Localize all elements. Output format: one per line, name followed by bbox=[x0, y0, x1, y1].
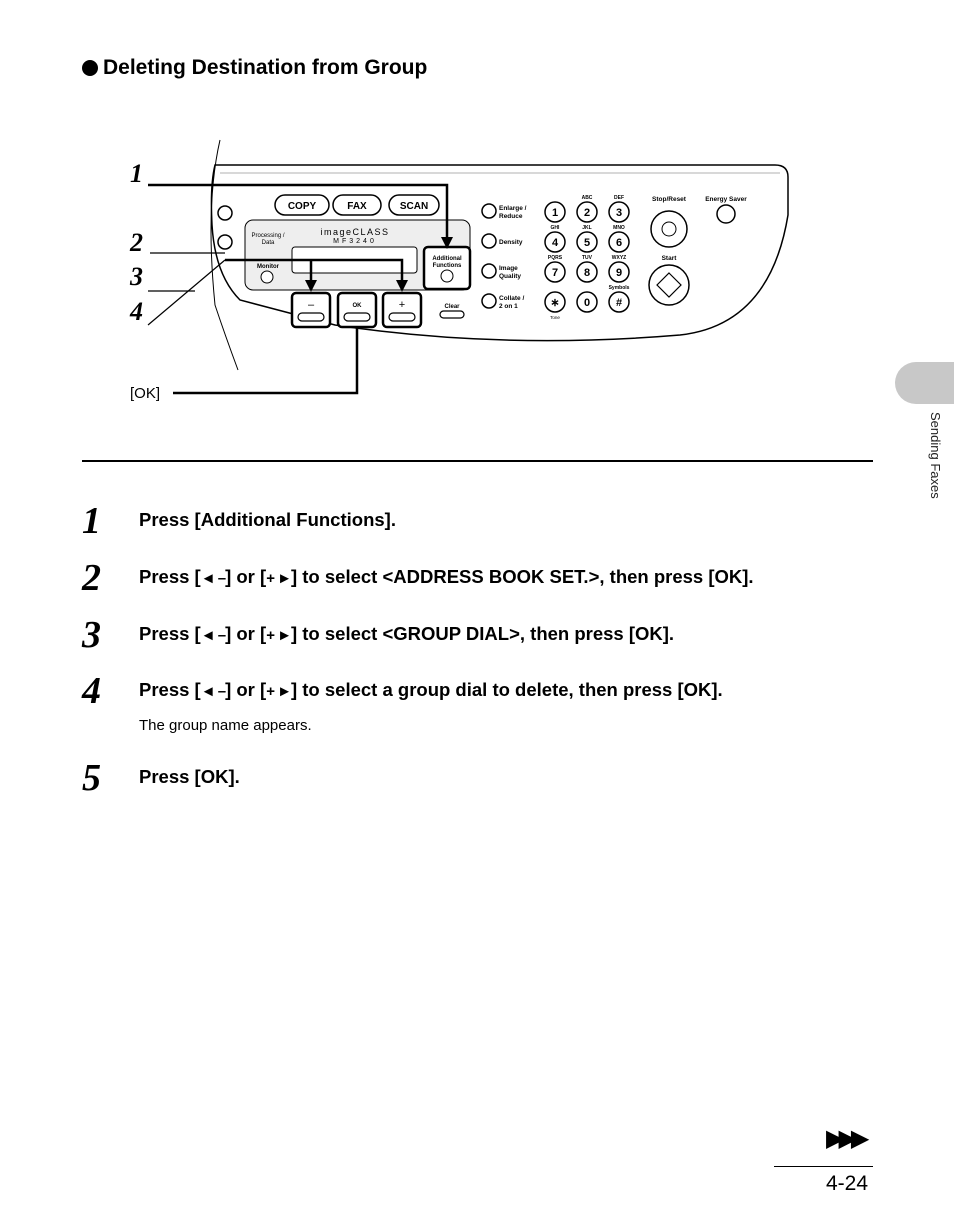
keypad-letters: DEF bbox=[614, 195, 624, 201]
minus-key-icon: ◄ – bbox=[200, 683, 226, 700]
keypad-digit: 9 bbox=[615, 267, 623, 279]
model-label: MF3240 bbox=[333, 238, 377, 245]
svg-text:Functions: Functions bbox=[432, 263, 462, 269]
scan-label: SCAN bbox=[399, 201, 429, 212]
callout-3: 3 bbox=[130, 262, 143, 291]
chapter-tab bbox=[895, 362, 954, 404]
page-number: 4-24 bbox=[826, 1172, 869, 1195]
callout-4: 4 bbox=[130, 297, 143, 326]
keypad-letters: PQRS bbox=[547, 255, 563, 261]
keypad-digit: 4 bbox=[551, 237, 559, 249]
fax-label: FAX bbox=[347, 201, 367, 212]
minus-key-icon: ◄ – bbox=[200, 570, 226, 587]
svg-text:Image: Image bbox=[499, 265, 518, 272]
svg-text:Data: Data bbox=[261, 240, 275, 246]
keypad-digit: 2 bbox=[583, 207, 591, 219]
svg-text:Reduce: Reduce bbox=[499, 213, 523, 220]
keypad-digit: 5 bbox=[583, 237, 591, 249]
control-panel-diagram bbox=[120, 125, 840, 410]
keypad-letters: WXYZ bbox=[611, 255, 627, 261]
plus-key-icon: + ► bbox=[266, 627, 291, 644]
brand-label: imageCLASS bbox=[320, 227, 390, 237]
plus-key-icon: + ► bbox=[266, 570, 291, 587]
keypad-letters: GHI bbox=[550, 225, 560, 231]
svg-text:–: – bbox=[307, 299, 315, 311]
keypad-digit: ∗ bbox=[550, 297, 560, 309]
minus-key-icon: ◄ – bbox=[200, 627, 226, 644]
plus-key-icon: + ► bbox=[266, 683, 291, 700]
keypad-digit: 0 bbox=[583, 297, 591, 309]
keypad-digit: 8 bbox=[583, 267, 591, 279]
svg-text:Monitor: Monitor bbox=[257, 264, 279, 270]
keypad-letters: TUV bbox=[582, 255, 592, 261]
keypad-digit: 3 bbox=[615, 207, 623, 219]
page-number-rule bbox=[774, 1166, 873, 1167]
bullet-icon bbox=[82, 60, 98, 76]
svg-text:Additional: Additional bbox=[432, 256, 462, 262]
keypad-digit: # bbox=[615, 297, 623, 309]
svg-text:Processing /: Processing / bbox=[251, 233, 285, 239]
svg-text:Clear: Clear bbox=[444, 304, 460, 310]
svg-text:Collate /: Collate / bbox=[499, 295, 525, 302]
callout-2: 2 bbox=[130, 228, 143, 257]
svg-text:2 on 1: 2 on 1 bbox=[499, 303, 518, 310]
section-divider bbox=[82, 460, 873, 462]
heading-text: Deleting Destination from Group bbox=[103, 56, 428, 79]
keypad-letters: ABC bbox=[581, 195, 593, 201]
keypad-digit: 1 bbox=[551, 207, 559, 219]
svg-text:OK: OK bbox=[352, 303, 362, 309]
svg-text:Quality: Quality bbox=[499, 273, 522, 280]
keypad-letters: JKL bbox=[582, 225, 592, 231]
svg-text:+: + bbox=[398, 299, 406, 311]
svg-text:Energy Saver: Energy Saver bbox=[705, 196, 747, 203]
keypad-digit: 7 bbox=[551, 267, 559, 279]
continue-arrows-icon: ▶▶▶ bbox=[826, 1125, 864, 1152]
step-4-note: The group name appears. bbox=[139, 717, 312, 734]
keypad-letters: MNO bbox=[613, 225, 625, 231]
chapter-label: Sending Faxes bbox=[928, 412, 943, 499]
callout-1: 1 bbox=[130, 159, 143, 188]
keypad-digit: 6 bbox=[615, 237, 623, 249]
section-heading bbox=[82, 56, 427, 80]
svg-text:Density: Density bbox=[499, 239, 523, 246]
ok-callout: [OK] bbox=[130, 385, 161, 402]
svg-text:Start: Start bbox=[661, 255, 677, 262]
keypad-letters: Symbols bbox=[608, 285, 630, 291]
svg-text:Tone: Tone bbox=[550, 315, 560, 320]
svg-text:Stop/Reset: Stop/Reset bbox=[652, 196, 686, 203]
copy-label: COPY bbox=[287, 201, 317, 212]
svg-text:Enlarge /: Enlarge / bbox=[499, 205, 527, 212]
